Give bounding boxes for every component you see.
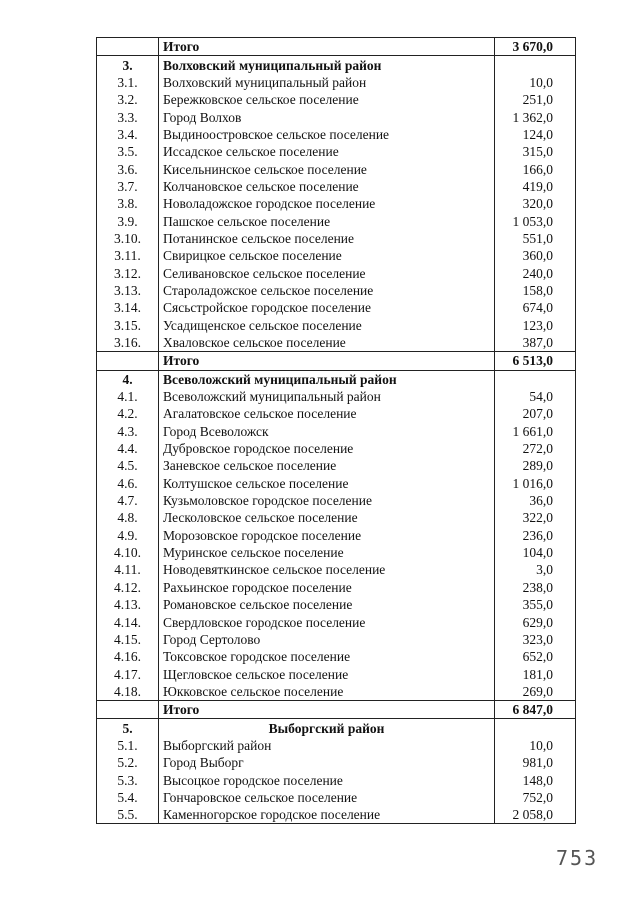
row-number: 3.4. (97, 126, 159, 143)
row-name: Сясьстройское городское поселение (159, 299, 495, 316)
row-value: 315,0 (495, 143, 576, 160)
row-value: 419,0 (495, 178, 576, 195)
row-number: 4. (97, 370, 159, 388)
row-number: 3.7. (97, 178, 159, 195)
row-number: 4.8. (97, 509, 159, 526)
row-value: 289,0 (495, 457, 576, 474)
row-name: Новодевяткинское сельское поселение (159, 561, 495, 578)
row-number: 3.6. (97, 160, 159, 177)
row-number: 3.3. (97, 108, 159, 125)
row-value: 1 661,0 (495, 423, 576, 440)
row-value (495, 56, 576, 74)
row-name: Выборгский район (159, 719, 495, 737)
row-value: 207,0 (495, 405, 576, 422)
row-number: 5.2. (97, 754, 159, 771)
row-value: 2 058,0 (495, 806, 576, 824)
table-row (97, 631, 576, 648)
budget-table (96, 37, 576, 824)
row-name: Рахьинское городское поселение (159, 579, 495, 596)
table-row (97, 282, 576, 299)
table-row (97, 247, 576, 264)
row-number: 4.14. (97, 613, 159, 630)
table-row (97, 561, 576, 578)
row-value (495, 370, 576, 388)
table-row (97, 457, 576, 474)
row-name: Город Сертолово (159, 631, 495, 648)
table-body (97, 38, 576, 824)
row-name: Выборгский район (159, 737, 495, 754)
row-value: 360,0 (495, 247, 576, 264)
row-name: Юкковское сельское поселение (159, 683, 495, 701)
row-name: Итого (159, 701, 495, 719)
row-name: Город Всеволожск (159, 423, 495, 440)
row-value: 320,0 (495, 195, 576, 212)
total-row (97, 701, 576, 719)
row-name: Хваловское сельское поселение (159, 334, 495, 352)
row-number: 4.5. (97, 457, 159, 474)
total-row (97, 352, 576, 370)
row-value: 54,0 (495, 388, 576, 405)
row-value: 10,0 (495, 74, 576, 91)
row-name: Романовское сельское поселение (159, 596, 495, 613)
row-value: 652,0 (495, 648, 576, 665)
row-value: 674,0 (495, 299, 576, 316)
table-row (97, 683, 576, 701)
table-row (97, 613, 576, 630)
row-name: Высоцкое городское поселение (159, 771, 495, 788)
table-row (97, 648, 576, 665)
row-value: 158,0 (495, 282, 576, 299)
row-name: Кузьмоловское городское поселение (159, 492, 495, 509)
row-name: Муринское сельское поселение (159, 544, 495, 561)
row-name: Иссадское сельское поселение (159, 143, 495, 160)
row-number: 3.11. (97, 247, 159, 264)
row-value: 148,0 (495, 771, 576, 788)
row-number: 4.12. (97, 579, 159, 596)
table-row (97, 771, 576, 788)
table-row (97, 440, 576, 457)
row-name: Свердловское городское поселение (159, 613, 495, 630)
row-number: 3.14. (97, 299, 159, 316)
row-value: 269,0 (495, 683, 576, 701)
table-row (97, 544, 576, 561)
row-value: 551,0 (495, 230, 576, 247)
row-value: 323,0 (495, 631, 576, 648)
row-number: 3.9. (97, 212, 159, 229)
row-name: Потанинское сельское поселение (159, 230, 495, 247)
row-value: 166,0 (495, 160, 576, 177)
row-name: Агалатовское сельское поселение (159, 405, 495, 422)
row-name: Бережковское сельское поселение (159, 91, 495, 108)
row-number: 4.9. (97, 527, 159, 544)
table-row (97, 423, 576, 440)
row-value: 123,0 (495, 317, 576, 334)
row-number: 3.12. (97, 264, 159, 281)
row-number (97, 352, 159, 370)
row-number: 4.13. (97, 596, 159, 613)
row-name: Каменногорское городское поселение (159, 806, 495, 824)
row-number: 4.15. (97, 631, 159, 648)
row-number: 5.3. (97, 771, 159, 788)
row-name: Дубровское городское поселение (159, 440, 495, 457)
row-number: 4.10. (97, 544, 159, 561)
row-number: 4.7. (97, 492, 159, 509)
row-value: 752,0 (495, 789, 576, 806)
row-value: 629,0 (495, 613, 576, 630)
row-number: 4.4. (97, 440, 159, 457)
row-number: 5.5. (97, 806, 159, 824)
row-number: 3. (97, 56, 159, 74)
row-value: 981,0 (495, 754, 576, 771)
table-row (97, 509, 576, 526)
section-header-row (97, 719, 576, 737)
row-number: 4.11. (97, 561, 159, 578)
table-row (97, 299, 576, 316)
table-row (97, 195, 576, 212)
row-number: 4.3. (97, 423, 159, 440)
table-row (97, 492, 576, 509)
row-value: 6 847,0 (495, 701, 576, 719)
table-row (97, 405, 576, 422)
row-number: 4.17. (97, 665, 159, 682)
row-name: Колчановское сельское поселение (159, 178, 495, 195)
row-name: Новоладожское городское поселение (159, 195, 495, 212)
row-number: 4.18. (97, 683, 159, 701)
row-name: Город Волхов (159, 108, 495, 125)
row-name: Всеволожский муниципальный район (159, 370, 495, 388)
row-name: Селивановское сельское поселение (159, 264, 495, 281)
section-header-row (97, 370, 576, 388)
table-row (97, 230, 576, 247)
row-value: 322,0 (495, 509, 576, 526)
row-number (97, 701, 159, 719)
row-name: Староладожское сельское поселение (159, 282, 495, 299)
row-number: 3.8. (97, 195, 159, 212)
row-value: 10,0 (495, 737, 576, 754)
row-value: 238,0 (495, 579, 576, 596)
row-value: 387,0 (495, 334, 576, 352)
row-number: 4.16. (97, 648, 159, 665)
table-row (97, 74, 576, 91)
row-value: 6 513,0 (495, 352, 576, 370)
row-value: 355,0 (495, 596, 576, 613)
row-name: Токсовское городское поселение (159, 648, 495, 665)
row-number: 4.1. (97, 388, 159, 405)
row-value: 3 670,0 (495, 38, 576, 56)
table-row (97, 579, 576, 596)
row-name: Всеволожский муниципальный район (159, 388, 495, 405)
row-number (97, 38, 159, 56)
row-number: 4.2. (97, 405, 159, 422)
row-name: Гончаровское сельское поселение (159, 789, 495, 806)
row-value: 36,0 (495, 492, 576, 509)
row-name: Город Выборг (159, 754, 495, 771)
table-row (97, 806, 576, 824)
table-row (97, 126, 576, 143)
table-row (97, 665, 576, 682)
row-number: 5.1. (97, 737, 159, 754)
table-row (97, 388, 576, 405)
row-value: 1 362,0 (495, 108, 576, 125)
row-value: 1 053,0 (495, 212, 576, 229)
table-row (97, 91, 576, 108)
total-row (97, 38, 576, 56)
row-value: 104,0 (495, 544, 576, 561)
row-name: Итого (159, 352, 495, 370)
row-number: 3.2. (97, 91, 159, 108)
row-value: 272,0 (495, 440, 576, 457)
row-name: Итого (159, 38, 495, 56)
table-row (97, 334, 576, 352)
row-value: 240,0 (495, 264, 576, 281)
table-row (97, 264, 576, 281)
row-number: 5.4. (97, 789, 159, 806)
row-value: 251,0 (495, 91, 576, 108)
table-row (97, 160, 576, 177)
row-value: 124,0 (495, 126, 576, 143)
row-number: 3.13. (97, 282, 159, 299)
row-number: 3.10. (97, 230, 159, 247)
row-number: 3.16. (97, 334, 159, 352)
table-row (97, 178, 576, 195)
row-number: 5. (97, 719, 159, 737)
row-name: Щегловское сельское поселение (159, 665, 495, 682)
row-name: Свирицкое сельское поселение (159, 247, 495, 264)
row-number: 3.1. (97, 74, 159, 91)
row-value (495, 719, 576, 737)
row-name: Заневское сельское поселение (159, 457, 495, 474)
table-row (97, 317, 576, 334)
table-row (97, 754, 576, 771)
row-number: 3.15. (97, 317, 159, 334)
row-name: Морозовское городское поселение (159, 527, 495, 544)
row-value: 236,0 (495, 527, 576, 544)
table-row (97, 143, 576, 160)
row-value: 1 016,0 (495, 475, 576, 492)
page-number: 753 (556, 846, 599, 870)
row-number: 4.6. (97, 475, 159, 492)
table-row (97, 475, 576, 492)
table-row (97, 789, 576, 806)
table-row (97, 527, 576, 544)
table-row (97, 212, 576, 229)
table-row (97, 108, 576, 125)
row-name: Пашское сельское поселение (159, 212, 495, 229)
row-name: Усадищенское сельское поселение (159, 317, 495, 334)
row-value: 181,0 (495, 665, 576, 682)
section-header-row (97, 56, 576, 74)
row-name: Волховский муниципальный район (159, 74, 495, 91)
row-name: Выдиноостровское сельское поселение (159, 126, 495, 143)
row-name: Лесколовское сельское поселение (159, 509, 495, 526)
row-name: Колтушское сельское поселение (159, 475, 495, 492)
table-row (97, 596, 576, 613)
row-name: Кисельнинское сельское поселение (159, 160, 495, 177)
table-row (97, 737, 576, 754)
row-value: 3,0 (495, 561, 576, 578)
row-number: 3.5. (97, 143, 159, 160)
row-name: Волховский муниципальный район (159, 56, 495, 74)
